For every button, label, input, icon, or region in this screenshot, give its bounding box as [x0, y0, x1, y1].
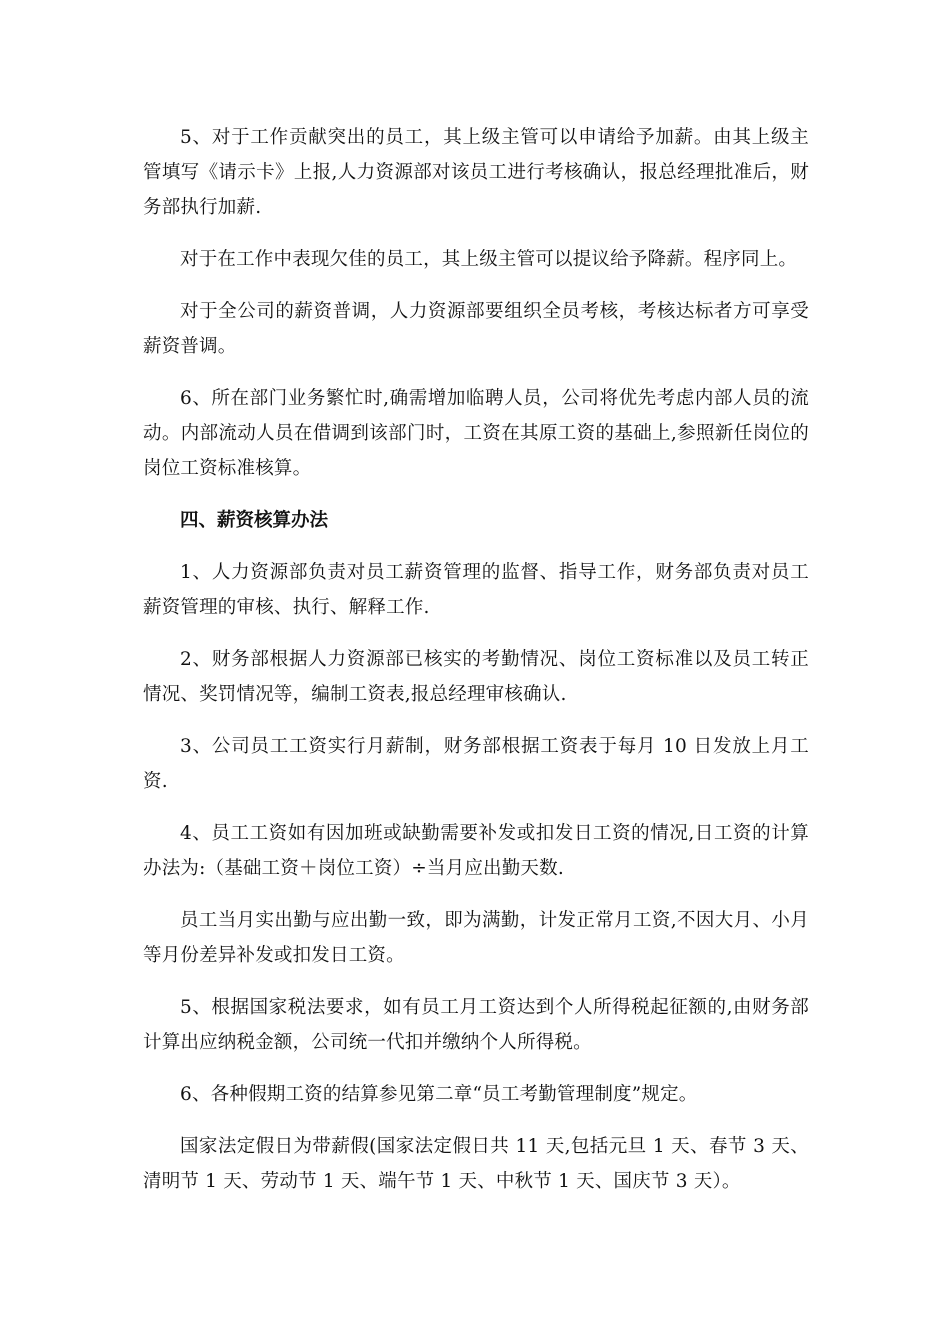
paragraph: 4、员工工资如有因加班或缺勤需要补发或扣发日工资的情况,日工资的计算办法为:（基础工资＋岗位工资）÷当月应出勤天数.: [143, 823, 809, 879]
document-body: [143, 120, 809, 1216]
section-heading: 四、薪资核算办法: [180, 510, 329, 531]
paragraph: 国家法定假日为带薪假(国家法定假日共 11 天,包括元旦 1 天、春节 3 天、清明节 1 天、劳动节 1 天、端午节 1 天、中秋节 1 天、国庆节 3 天）。: [143, 1136, 809, 1192]
paragraph: 5、对于工作贡献突出的员工，其上级主管可以申请给予加薪。由其上级主管填写《请示卡》上报,人力资源部对该员工进行考核确认，报总经理批准后，财务部执行加薪.: [143, 127, 809, 218]
paragraph: 对于在工作中表现欠佳的员工，其上级主管可以提议给予降薪。程序同上。: [180, 249, 798, 270]
paragraph: 员工当月实出勤与应出勤一致，即为满勤，计发正常月工资,不因大月、小月等月份差异补发或扣发日工资。: [143, 910, 809, 966]
paragraph: 2、财务部根据人力资源部已核实的考勤情况、岗位工资标准以及员工转正情况、奖罚情况等，编制工资表,报总经理审核确认.: [143, 649, 809, 705]
paragraph: 1、人力资源部负责对员工薪资管理的监督、指导工作，财务部负责对员工薪资管理的审核、执行、解释工作.: [143, 562, 809, 618]
paragraph: 对于全公司的薪资普调，人力资源部要组织全员考核，考核达标者方可享受薪资普调。: [143, 301, 809, 357]
paragraph: 6、各种假期工资的结算参见第二章“员工考勤管理制度”规定。: [180, 1084, 698, 1105]
paragraph: 6、所在部门业务繁忙时,确需增加临聘人员，公司将优先考虑内部人员的流动。内部流动人员在借调到该部门时，工资在其原工资的基础上,参照新任岗位的岗位工资标准核算。: [143, 388, 809, 479]
paragraph: 3、公司员工工资实行月薪制，财务部根据工资表于每月 10 日发放上月工资.: [143, 736, 809, 792]
paragraph: 5、根据国家税法要求，如有员工月工资达到个人所得税起征额的,由财务部计算出应纳税金额，公司统一代扣并缴纳个人所得税。: [143, 997, 809, 1053]
